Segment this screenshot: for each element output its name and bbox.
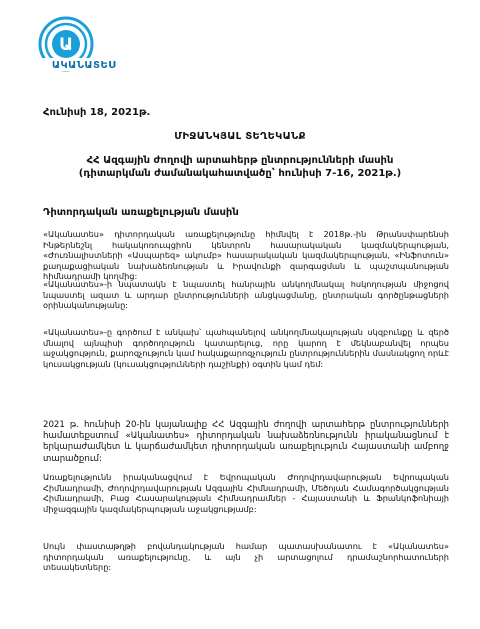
paragraph-founding: «Ականատես» դիտորդական առաքելությունը հիմնվել է 2018թ.-ին Թրանսփարենսի Ինթերնեշնլ հակակոռուպցիոն կենտրոն հասարակական կազմակերպության, «Ժուռնալիստների «Ասպարեզ» ակումբ» հասարակական կազմակերպության, «Ինֆոտուն» քաղաքացիական նախաձեռնության և Իրավունքի զարգացման և պաշտպանության հիմնադրամի կողմից:: [43, 229, 449, 282]
paragraph-mission: 2021 թ. հունիսի 20-ին կայանալիք ՀՀ Ազգային ժողովի արտահերթ ընտրությունների համատեքստում «Ականատես» դիտորդական նախաձեռնությունն իրականացնում է երկարաժամկետ և կարճաժամկետ դիտորդական առաքելություն Հայաստանի ամբողջ տարածքում:: [43, 420, 449, 464]
logo-emblem-icon: [28, 14, 138, 78]
subtitle-line-2: (դիտարկման ժամանակահատվածը՝ հունիսի 7-16, 2021թ.): [78, 167, 402, 179]
logo-name: ԱԿԱՆԱՏԵՍ: [51, 60, 117, 71]
document-date: Հունիսի 18, 2021թ.: [43, 107, 151, 118]
logo-letter: Ա: [59, 35, 73, 55]
section-heading: Դիտորդական առաքելության մասին: [43, 207, 239, 218]
subtitle-line-1: ՀՀ Ազգային ժողովի արտահերթ ընտրությունների մասին: [86, 155, 394, 166]
document-subtitle: [60, 155, 420, 180]
paragraph-support: Առաքելությունն իրականացվում է Եվրոպական Ժողովրդավարության Եվրոպական Հիմնադրամի, Ժողովրդավարության Ազգային Հիմնադրամի, Մեծոյան Համագործակցության Հիմնադրամի, Բաց Հասարակության Հիմնադրամներ - Հայաստանի և Ֆրանկոֆոնիայի միջազգային կազմակերպության աջակցությամբ:: [43, 472, 449, 514]
paragraph-independence: «Ականատես»-ը գործում է անկախ՝ պահպանելով անկողմնակալության սկզբունքը և զերծ մնալով այնպիսի գործողություն կատարելուց, որը կարող է մեկնաբանվել որպես աջակցություն, քարոզչություն կամ հակաքարոզչություն ընտրություններին մասնակցող որևէ կուսակցության (կուսակցությունների դաշինքի) օգտին կամ դեմ:: [43, 327, 449, 369]
paragraph-goal: «Ականատես»-ի նպատակն է նպաստել հանրային անկողմնակալ հսկողության միջոցով նպաստել ազատ և արդար ընտրությունների անցկացմանը, ընտրական գործընթացների օրինականությանը:: [43, 279, 449, 311]
akanates-logo: [28, 14, 138, 78]
paragraph-disclaimer: Սույն փաստաթղթի բովանդակության համար պատասխանատու է «Ականատես» դիտորդական առաքելությունը, և այն չի արտացոլում դրամաշնորհատուների տեսակետները:: [43, 541, 449, 573]
document-title: ՄԻՋԱՆԿՅԱԼ ՏԵՂԵԿԱՆՔ: [174, 131, 306, 142]
